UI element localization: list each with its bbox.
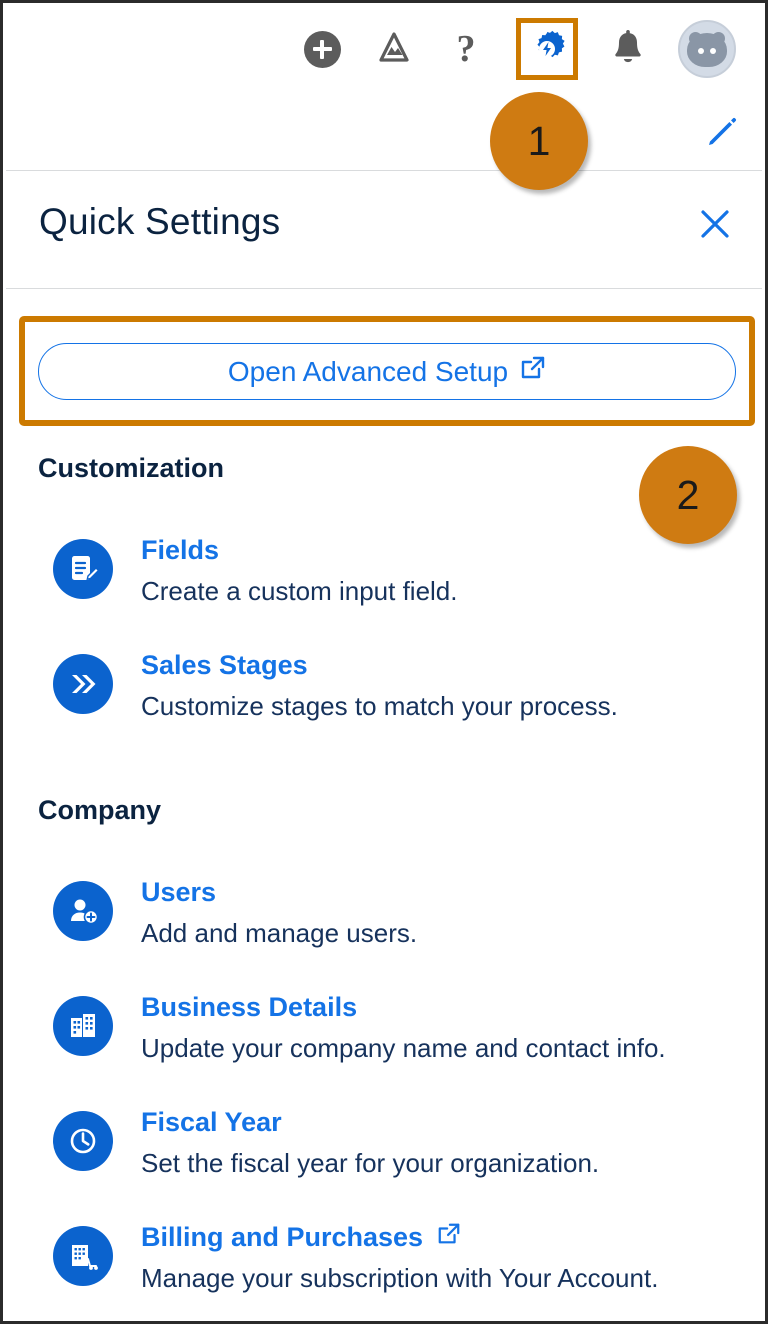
- panel-header: [6, 171, 762, 289]
- section-title-company: Company: [38, 795, 162, 825]
- callout-badge-1: 1: [490, 92, 588, 190]
- users-icon: [53, 881, 113, 941]
- global-actions: [300, 18, 736, 80]
- list-item-description: Update your company name and contact info.: [141, 1033, 666, 1063]
- list-item-users[interactable]: [53, 873, 743, 965]
- list-item-title[interactable]: [141, 1107, 282, 1138]
- open-advanced-setup-button[interactable]: [38, 343, 736, 400]
- list-item-description: Set the fiscal year for your organization.: [141, 1148, 600, 1178]
- help-icon-glyph: ?: [456, 28, 476, 70]
- business-details-label: Business Details: [141, 992, 358, 1022]
- external-link-icon: [520, 355, 546, 388]
- app-launcher-icon[interactable]: [372, 27, 416, 71]
- sales-stages-label: Sales Stages: [141, 650, 308, 680]
- edit-pencil-icon[interactable]: [704, 114, 740, 150]
- fields-label: Fields: [141, 535, 220, 565]
- list-item-billing-and-purchases[interactable]: [53, 1218, 743, 1310]
- list-item-description: Customize stages to match your process.: [141, 691, 618, 721]
- list-item-title[interactable]: [141, 650, 308, 681]
- external-link-icon: [437, 1222, 461, 1253]
- list-item-description: Add and manage users.: [141, 918, 418, 948]
- user-avatar[interactable]: [678, 20, 736, 78]
- billing-label: Billing and Purchases: [141, 1222, 424, 1252]
- setup-gear-icon[interactable]: [516, 18, 578, 80]
- list-item-title[interactable]: [141, 1222, 461, 1253]
- fields-icon: [53, 539, 113, 599]
- callout-badge-2: 2: [639, 446, 737, 544]
- list-item-description: Create a custom input field.: [141, 576, 458, 606]
- list-item-description: Manage your subscription with Your Account.: [141, 1263, 659, 1293]
- list-item-business-details[interactable]: [53, 988, 743, 1080]
- section-title-customization: Customization: [38, 453, 224, 483]
- fiscal-year-label: Fiscal Year: [141, 1107, 282, 1137]
- open-advanced-setup-label: Open Advanced Setup: [227, 355, 509, 387]
- list-item-sales-stages[interactable]: [53, 646, 743, 738]
- list-item-title[interactable]: [141, 877, 216, 908]
- users-label: Users: [141, 877, 217, 907]
- close-icon[interactable]: [698, 207, 732, 241]
- business-details-icon: [53, 996, 113, 1056]
- list-item-fiscal-year[interactable]: [53, 1103, 743, 1195]
- help-icon[interactable]: [444, 27, 488, 71]
- list-item-fields[interactable]: [53, 531, 743, 623]
- sales-stages-icon: [53, 654, 113, 714]
- page-title: Quick Settings: [39, 201, 281, 242]
- notifications-bell-icon[interactable]: [606, 27, 650, 71]
- list-item-title[interactable]: [141, 992, 357, 1023]
- fiscal-year-icon: [53, 1111, 113, 1171]
- add-icon[interactable]: [300, 27, 344, 71]
- billing-icon: [53, 1226, 113, 1286]
- list-item-title[interactable]: [141, 535, 219, 566]
- global-header: [6, 6, 762, 171]
